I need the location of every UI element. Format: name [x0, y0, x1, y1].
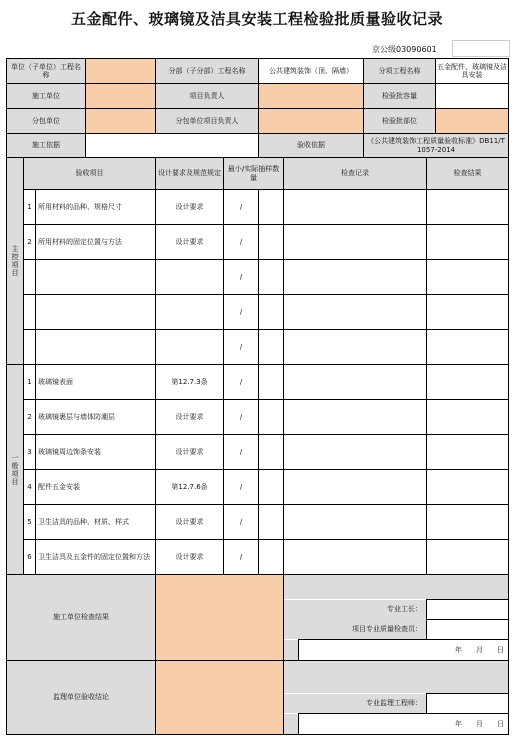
- record-table: [6, 58, 509, 735]
- table-cell[interactable]: [284, 540, 427, 575]
- basis-label: 施工依据: [7, 134, 86, 158]
- table-cell: 设计要求: [156, 540, 224, 575]
- table-cell: /: [224, 330, 259, 365]
- table-cell[interactable]: [284, 505, 427, 540]
- table-row: [7, 295, 509, 330]
- table-cell: 所用材料的固定位置与方法: [36, 225, 156, 260]
- table-cell: 所用材料的品种、规格尺寸: [36, 190, 156, 225]
- table-cell[interactable]: [427, 505, 509, 540]
- table-row: [7, 260, 509, 295]
- table-cell: [284, 575, 509, 600]
- table-cell[interactable]: [427, 435, 509, 470]
- table-cell: [284, 714, 299, 735]
- table-cell[interactable]: [427, 400, 509, 435]
- table-cell: [156, 260, 224, 295]
- table-cell: /: [224, 260, 259, 295]
- table-cell: /: [224, 505, 259, 540]
- table-cell[interactable]: [284, 365, 427, 400]
- table-row: [7, 190, 509, 225]
- table-cell: 第12.7.3条: [156, 365, 224, 400]
- table-cell[interactable]: [259, 330, 284, 365]
- table-cell: 4: [24, 470, 36, 505]
- table-cell[interactable]: [259, 190, 284, 225]
- table-cell[interactable]: [284, 295, 427, 330]
- contractor-check-label: 施工单位检查结果: [7, 575, 156, 661]
- table-cell[interactable]: [259, 505, 284, 540]
- sub-lead-field[interactable]: [259, 109, 364, 134]
- engineer-field[interactable]: [427, 694, 509, 714]
- table-cell: 1: [24, 190, 36, 225]
- table-cell: [36, 330, 156, 365]
- table-cell: /: [224, 540, 259, 575]
- supervisor-date[interactable]: 年 月 日: [299, 714, 509, 735]
- division-label: 分部（子分部）工程名称: [156, 59, 259, 84]
- table-cell: /: [224, 190, 259, 225]
- table-cell: 设计要求: [156, 505, 224, 540]
- col-record-header: 检查记录: [284, 158, 427, 190]
- table-cell[interactable]: [284, 260, 427, 295]
- contractor-check-field[interactable]: [156, 575, 284, 661]
- sub-lead-label: 分包单位项目负责人: [156, 109, 259, 134]
- table-cell: /: [224, 365, 259, 400]
- table-cell[interactable]: [259, 435, 284, 470]
- table-cell: [36, 260, 156, 295]
- table-cell: 配件五金安装: [36, 470, 156, 505]
- table-cell: /: [224, 225, 259, 260]
- table-cell: /: [224, 295, 259, 330]
- unit-label: 单位（子单位）工程名称: [7, 59, 86, 84]
- table-row: [7, 330, 509, 365]
- table-cell[interactable]: [259, 400, 284, 435]
- table-cell[interactable]: [427, 470, 509, 505]
- table-cell[interactable]: [259, 540, 284, 575]
- table-row: [7, 505, 509, 540]
- table-cell[interactable]: [259, 295, 284, 330]
- code-input-box[interactable]: [452, 40, 510, 57]
- table-cell[interactable]: [259, 365, 284, 400]
- contractor-field[interactable]: [86, 84, 156, 109]
- table-cell: /: [224, 400, 259, 435]
- table-cell: 设计要求: [156, 225, 224, 260]
- table-cell: 第12.7.6条: [156, 470, 224, 505]
- foreman-label: 专业工长：: [284, 600, 427, 620]
- table-cell: [156, 330, 224, 365]
- table-cell: [284, 640, 299, 661]
- acceptance-basis-value: 《公共建筑装饰工程质量验收标准》DB11/T 1057-2014: [364, 134, 509, 158]
- inspector-label: 项目专业质量检查员：: [284, 620, 427, 640]
- subcontractor-field[interactable]: [86, 109, 156, 134]
- main-items-label: 主控项目: [7, 158, 24, 365]
- table-cell: 2: [24, 225, 36, 260]
- table-cell: 1: [24, 365, 36, 400]
- table-cell: [284, 661, 509, 694]
- table-row: [7, 365, 509, 400]
- col-sampling-header: 最小/实际抽样数量: [224, 158, 284, 190]
- table-cell[interactable]: [284, 330, 427, 365]
- general-items-label: 一般项目: [7, 365, 24, 575]
- foreman-field[interactable]: [427, 600, 509, 620]
- table-cell[interactable]: [259, 225, 284, 260]
- batch-location-label: 检验批部位: [364, 109, 436, 134]
- table-cell[interactable]: [427, 190, 509, 225]
- table-cell[interactable]: [427, 330, 509, 365]
- col-result-header: 检查结果: [427, 158, 509, 190]
- subitem-label: 分项工程名称: [364, 59, 436, 84]
- contractor-date[interactable]: 年 月 日: [299, 640, 509, 661]
- batch-capacity-label: 检验批容量: [364, 84, 436, 109]
- table-cell: 设计要求: [156, 435, 224, 470]
- form-title: 五金配件、玻璃镜及洁具安装工程检验批质量验收记录: [70, 10, 443, 28]
- subcontractor-label: 分包单位: [7, 109, 86, 134]
- unit-value-field[interactable]: [86, 59, 156, 84]
- table-cell: [24, 260, 36, 295]
- table-cell[interactable]: [427, 225, 509, 260]
- table-row: [7, 225, 509, 260]
- table-cell[interactable]: [427, 540, 509, 575]
- engineer-label: 专业监理工程师：: [284, 694, 427, 714]
- table-cell[interactable]: [284, 470, 427, 505]
- table-row: [7, 435, 509, 470]
- table-row: [7, 400, 509, 435]
- table-cell[interactable]: [284, 225, 427, 260]
- batch-capacity-field[interactable]: [436, 84, 509, 109]
- batch-location-field[interactable]: [436, 109, 509, 134]
- table-cell: 5: [24, 505, 36, 540]
- table-cell: 设计要求: [156, 190, 224, 225]
- table-cell: 玻璃镜裹层与墙体防潮层: [36, 400, 156, 435]
- project-lead-field[interactable]: [259, 84, 364, 109]
- inspector-field[interactable]: [427, 620, 509, 640]
- form-code: 京公级03090601: [372, 45, 437, 54]
- table-cell[interactable]: [259, 260, 284, 295]
- table-cell[interactable]: [259, 470, 284, 505]
- col-item-header: 验收项目: [24, 158, 156, 190]
- contractor-label: 施工单位: [7, 84, 86, 109]
- table-cell: 设计要求: [156, 400, 224, 435]
- supervisor-check-label: 监理单位验收结论: [7, 661, 156, 735]
- table-cell[interactable]: [427, 260, 509, 295]
- basis-field[interactable]: [86, 134, 259, 158]
- table-cell: 卫生洁具的品种、材质、样式: [36, 505, 156, 540]
- table-cell: [36, 295, 156, 330]
- table-cell[interactable]: [284, 435, 427, 470]
- table-cell: 玻璃镜周边饰条安装: [36, 435, 156, 470]
- table-cell[interactable]: [427, 365, 509, 400]
- table-cell: 2: [24, 400, 36, 435]
- supervisor-check-field[interactable]: [156, 661, 284, 735]
- table-cell: [24, 330, 36, 365]
- table-cell: /: [224, 435, 259, 470]
- table-row: [7, 470, 509, 505]
- table-cell: 玻璃镜表面: [36, 365, 156, 400]
- table-cell: /: [224, 470, 259, 505]
- table-cell: [24, 295, 36, 330]
- table-row: [7, 540, 509, 575]
- table-cell: 卫生洁具及五金件的固定位置和方法: [36, 540, 156, 575]
- acceptance-basis-label: 验收依据: [259, 134, 364, 158]
- subitem-value: 五金配件、玻璃镜及洁具安装: [436, 59, 509, 84]
- project-lead-label: 项目负责人: [156, 84, 259, 109]
- table-cell: 6: [24, 540, 36, 575]
- table-cell[interactable]: [427, 295, 509, 330]
- division-value: 公共建筑装饰（顶、隔墙）: [259, 59, 364, 84]
- table-cell: [156, 295, 224, 330]
- table-cell[interactable]: [284, 190, 427, 225]
- table-cell: 3: [24, 435, 36, 470]
- col-design-header: 设计要求及规范规定: [156, 158, 224, 190]
- table-cell[interactable]: [284, 400, 427, 435]
